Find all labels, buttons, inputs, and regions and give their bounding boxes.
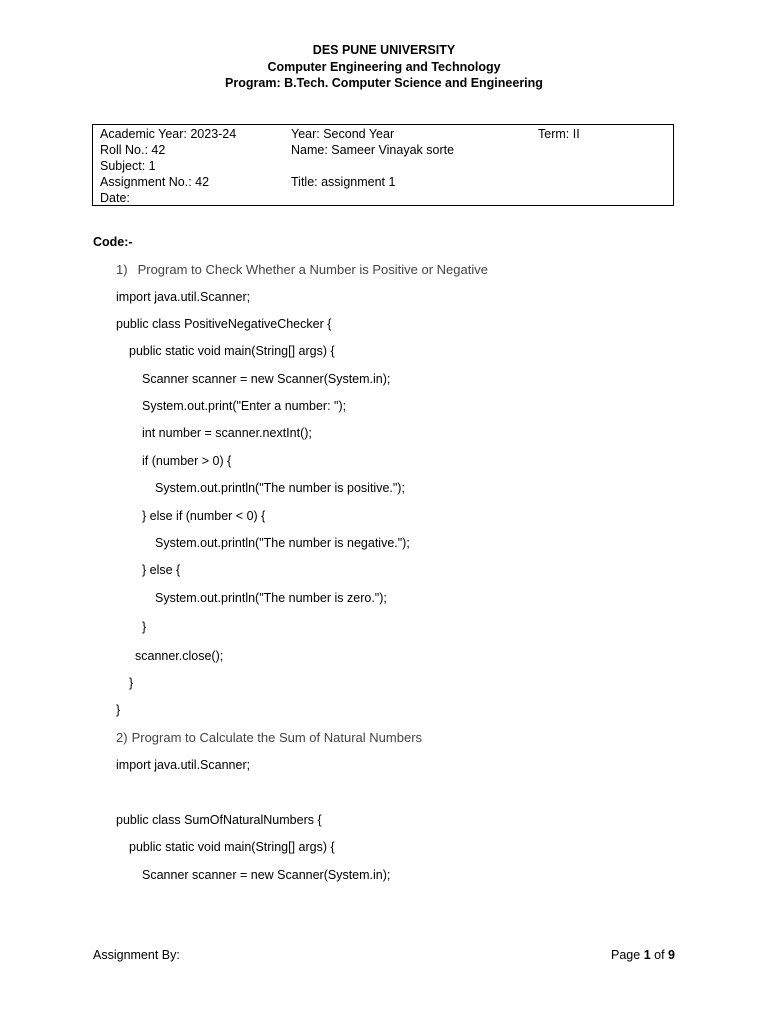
code-line: } else if (number < 0) { [142, 509, 266, 523]
code-line: System.out.println("The number is zero."); [155, 591, 387, 605]
code-line: public class SumOfNaturalNumbers { [116, 813, 322, 827]
year: Year: Second Year [291, 127, 395, 141]
term: Term: II [538, 127, 580, 141]
page-of: of [654, 948, 665, 962]
university-name: DES PUNE UNIVERSITY [312, 43, 456, 57]
page-current: 1 [643, 948, 651, 962]
program-2-title: Program to Calculate the Sum of Natural Numbers [131, 730, 423, 745]
assignment-title: Title: assignment 1 [291, 175, 396, 189]
code-line: int number = scanner.nextInt(); [142, 426, 312, 440]
date: Date: [100, 191, 130, 205]
code-line: public static void main(String[] args) { [129, 840, 335, 854]
roll-no: Roll No.: 42 [100, 143, 166, 157]
program-name: Program: B.Tech. Computer Science and Engineering [225, 76, 543, 90]
code-line: public static void main(String[] args) { [129, 344, 335, 358]
program-1-title: Program to Check Whether a Number is Positive or Negative [137, 262, 488, 277]
code-line: if (number > 0) { [142, 454, 232, 468]
code-line: Scanner scanner = new Scanner(System.in); [142, 868, 391, 882]
program-1-heading [116, 262, 488, 277]
code-line: public class PositiveNegativeChecker { [116, 317, 332, 331]
code-line: Scanner scanner = new Scanner(System.in); [142, 372, 391, 386]
page-total: 9 [668, 948, 675, 962]
code-line: } [142, 620, 147, 634]
assignment-by-label: Assignment By: [93, 948, 180, 962]
code-line: scanner.close(); [135, 649, 224, 663]
program-2-number: 2) [116, 730, 128, 745]
assignment-no: Assignment No.: 42 [100, 175, 210, 189]
code-line: } [116, 703, 121, 717]
program-1-number: 1) [116, 262, 128, 277]
page-prefix: Page [611, 948, 641, 962]
page-number [611, 948, 675, 962]
academic-year: Academic Year: 2023-24 [100, 127, 237, 141]
student-name: Name: Sameer Vinayak sorte [291, 143, 455, 157]
student-info-table [92, 124, 674, 206]
subject: Subject: 1 [100, 159, 156, 173]
code-label: Code:- [93, 235, 133, 249]
document-header [0, 42, 768, 92]
code-line: System.out.print("Enter a number: "); [142, 399, 347, 413]
program-2-heading [116, 730, 422, 745]
department-name: Computer Engineering and Technology [267, 59, 501, 74]
code-line: System.out.println("The number is negative."); [155, 536, 410, 550]
code-line: } [129, 676, 134, 690]
code-line: import java.util.Scanner; [116, 758, 251, 772]
code-line: System.out.println("The number is positive."); [155, 481, 405, 495]
code-line: import java.util.Scanner; [116, 290, 251, 304]
code-line: } else { [142, 563, 181, 577]
